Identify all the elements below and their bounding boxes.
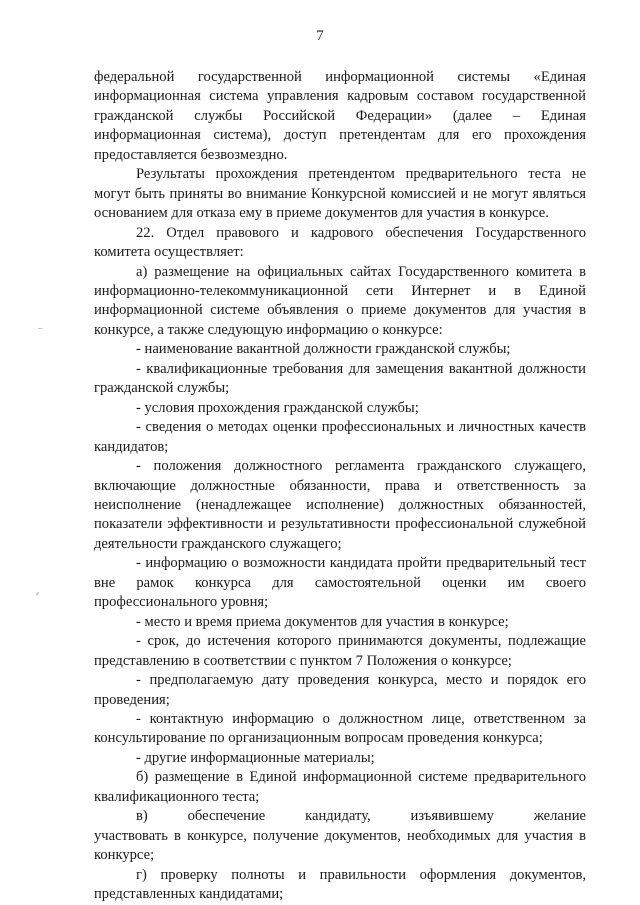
paragraph [94,360,586,399]
paragraph [94,807,586,865]
text-line: профессионального уровня; [94,594,269,611]
text-line: конкурсе, а также следующую информацию о конкурсе: [94,321,443,338]
text-line: - квалификационные требования для замещения вакантной должности [136,360,586,377]
text-line: основанием для отказа ему в приеме документов для участия в конкурсе. [94,205,549,222]
paragraph [94,165,586,223]
text-line: - положения должностного регламента гражданского служащего, [136,458,586,475]
text-line: неисполнение (ненадлежащее исполнение) должностных обязанностей, [94,496,586,513]
text-line: кандидатов; [94,438,169,455]
paragraph [94,263,586,341]
text-line: комитета осуществляет: [94,244,244,261]
paragraph [94,399,586,418]
text-line: включающие должностные обязанности, права и ответственность за [94,477,586,494]
text-line: информационная система управления кадровым составом государственной [94,88,586,105]
paragraph [94,632,586,671]
paragraph [94,710,586,749]
text-line: информационная система), доступ претендентам для его прохождения [94,127,586,144]
text-line: Результаты прохождения претендентом предварительного теста не [136,166,586,183]
text-line: - место и время приема документов для участия в конкурсе; [136,613,509,630]
paragraph [94,224,586,263]
paragraph [94,457,586,554]
paragraph [94,418,586,457]
text-line: могут быть приняты во внимание Конкурсной комиссией и не могут являться [94,185,586,202]
text-line: - предполагаемую дату проведения конкурса, место и порядок его [136,672,586,689]
paragraph [94,68,586,165]
text-line: проведения; [94,691,170,708]
text-line: информационно-телекоммуникационной сети Интернет и в Единой [94,282,586,299]
text-line: конкурсе; [94,847,155,864]
paragraph [94,554,586,612]
text-line: 22. Отдел правового и кадрового обеспечения Государственного [136,224,586,241]
text-line: вне рамок конкурса для самостоятельной оценки им своего [94,574,586,591]
paragraph [94,749,586,768]
text-line: деятельности гражданского служащего; [94,535,342,552]
text-line: федеральной государственной информационной системы «Единая [94,69,586,85]
scan-mark: ⸗ [36,588,39,598]
text-line: показатели эффективности и результативности профессиональной служебной [94,516,586,533]
paragraph [94,340,586,359]
paragraph [94,866,586,905]
paragraph [94,671,586,710]
text-line: представленных кандидатами; [94,886,284,903]
page-number: 7 [316,28,324,44]
text-line: квалификационного теста; [94,788,260,805]
document-body [94,68,586,904]
text-line: а) размещение на официальных сайтах Государственного комитета в [136,263,586,280]
scan-mark: – [38,323,43,333]
text-line: представлению в соответствии с пунктом 7 Положения о конкурсе; [94,652,512,669]
text-line: в) обеспечение кандидату, изъявившему желание [136,808,586,825]
paragraph [94,768,586,807]
text-line: гражданской службы; [94,380,230,397]
text-line: информационной системе объявления о приеме документов для участия в [94,302,586,319]
text-line: - информацию о возможности кандидата пройти предварительный тест [136,555,586,572]
paragraph [94,613,586,632]
text-line: гражданской службы Российской Федерации» (далее – Единая [94,107,586,124]
text-line: - другие информационные материалы; [136,749,375,766]
text-line: участвовать в конкурсе, получение документов, необходимых для участия в [94,827,586,844]
text-line: г) проверку полноты и правильности оформления документов, [136,866,586,883]
text-line: консультирование по организационным вопросам проведения конкурса; [94,730,543,747]
text-line: - сведения о методах оценки профессиональных и личностных качеств [136,419,586,436]
text-line: - условия прохождения гражданской службы; [136,399,419,416]
text-line: б) размещение в Единой информационной системе предварительного [136,769,586,786]
text-line: - наименование вакантной должности гражданской службы; [136,341,511,358]
text-line: - срок, до истечения которого принимаются документы, подлежащие [136,633,586,650]
text-line: - контактную информацию о должностном лице, ответственном за [136,710,586,727]
text-line: предоставляется безвозмездно. [94,146,288,163]
